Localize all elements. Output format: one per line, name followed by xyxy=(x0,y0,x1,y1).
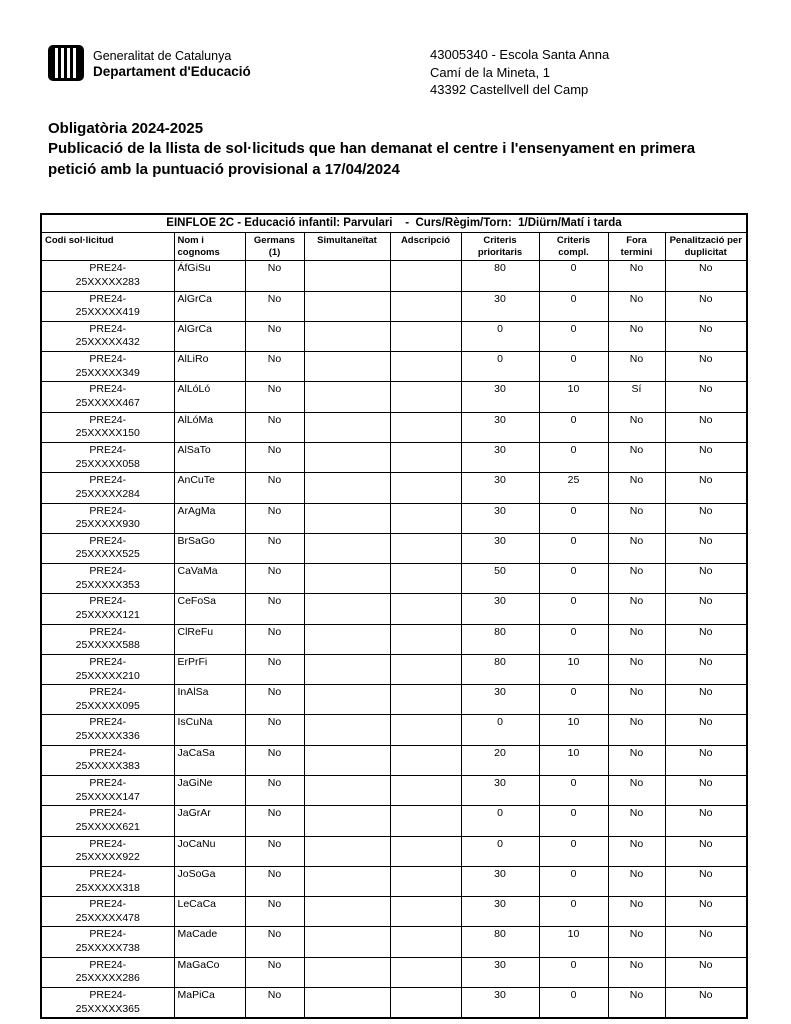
cell-codi-sollicitud: PRE24- 25XXXXX095 xyxy=(41,685,174,715)
cell-criteris-prioritaris: 30 xyxy=(461,957,539,987)
generalitat-brand xyxy=(48,45,746,81)
cell-fora-termini: No xyxy=(608,352,665,382)
cell-criteris-compl: 0 xyxy=(539,261,608,291)
cell-criteris-compl: 25 xyxy=(539,473,608,503)
cell-nom-i-cognoms: MaGaCo xyxy=(174,957,245,987)
cell-criteris-prioritaris: 0 xyxy=(461,836,539,866)
cell-simultaneitat xyxy=(304,564,390,594)
cell-fora-termini: No xyxy=(608,503,665,533)
group-header: EINFLOE 2C - Educació infantil: Parvulari - Curs/Règim/Torn: 1/Diürn/Matí i tarda xyxy=(41,214,747,233)
column-header: Germans (1) xyxy=(245,233,304,261)
cell-criteris-prioritaris: 30 xyxy=(461,594,539,624)
column-header: Nom i cognoms xyxy=(174,233,245,261)
cell-nom-i-cognoms: ClReFu xyxy=(174,624,245,654)
cell-codi-sollicitud: PRE24- 25XXXXX147 xyxy=(41,776,174,806)
table-row xyxy=(41,321,747,351)
cell-germans: No xyxy=(245,745,304,775)
cell-simultaneitat xyxy=(304,382,390,412)
table-row xyxy=(41,745,747,775)
cell-penalitzacio-duplicitat: No xyxy=(665,745,747,775)
table-row xyxy=(41,866,747,896)
cell-codi-sollicitud: PRE24- 25XXXXX286 xyxy=(41,957,174,987)
cell-adscripcio xyxy=(390,927,461,957)
cell-fora-termini: No xyxy=(608,291,665,321)
cell-codi-sollicitud: PRE24- 25XXXXX383 xyxy=(41,745,174,775)
cell-codi-sollicitud: PRE24- 25XXXXX922 xyxy=(41,836,174,866)
table-row xyxy=(41,291,747,321)
cell-penalitzacio-duplicitat: No xyxy=(665,594,747,624)
cell-criteris-prioritaris: 80 xyxy=(461,261,539,291)
column-header: Criteris compl. xyxy=(539,233,608,261)
cell-penalitzacio-duplicitat: No xyxy=(665,291,747,321)
cell-nom-i-cognoms: InAlSa xyxy=(174,685,245,715)
table-row xyxy=(41,654,747,684)
cell-criteris-compl: 0 xyxy=(539,594,608,624)
cell-codi-sollicitud: PRE24- 25XXXXX478 xyxy=(41,897,174,927)
cell-simultaneitat xyxy=(304,897,390,927)
cell-criteris-compl: 0 xyxy=(539,836,608,866)
cell-codi-sollicitud: PRE24- 25XXXXX283 xyxy=(41,261,174,291)
cell-germans: No xyxy=(245,503,304,533)
cell-simultaneitat xyxy=(304,654,390,684)
cell-fora-termini: No xyxy=(608,988,665,1019)
cell-adscripcio xyxy=(390,685,461,715)
cell-criteris-prioritaris: 80 xyxy=(461,927,539,957)
cell-adscripcio xyxy=(390,776,461,806)
cell-adscripcio xyxy=(390,988,461,1019)
cell-simultaneitat xyxy=(304,533,390,563)
cell-criteris-prioritaris: 0 xyxy=(461,321,539,351)
cell-nom-i-cognoms: BrSaGo xyxy=(174,533,245,563)
document-header xyxy=(48,45,746,98)
cell-adscripcio xyxy=(390,806,461,836)
cell-criteris-prioritaris: 30 xyxy=(461,866,539,896)
table-row xyxy=(41,715,747,745)
cell-simultaneitat xyxy=(304,685,390,715)
cell-nom-i-cognoms: AlSaTo xyxy=(174,442,245,472)
cell-fora-termini: No xyxy=(608,957,665,987)
cell-simultaneitat xyxy=(304,352,390,382)
cell-criteris-compl: 0 xyxy=(539,866,608,896)
cell-germans: No xyxy=(245,291,304,321)
cell-codi-sollicitud: PRE24- 25XXXXX365 xyxy=(41,988,174,1019)
cell-fora-termini: No xyxy=(608,473,665,503)
cell-germans: No xyxy=(245,806,304,836)
cell-fora-termini: No xyxy=(608,927,665,957)
cell-nom-i-cognoms: MaPiCa xyxy=(174,988,245,1019)
cell-fora-termini: No xyxy=(608,654,665,684)
cell-codi-sollicitud: PRE24- 25XXXXX336 xyxy=(41,715,174,745)
cell-criteris-prioritaris: 80 xyxy=(461,624,539,654)
cell-adscripcio xyxy=(390,866,461,896)
cell-fora-termini: No xyxy=(608,866,665,896)
group-header-row xyxy=(41,214,747,233)
table-row xyxy=(41,594,747,624)
school-address: Camí de la Mineta, 1 xyxy=(430,64,550,80)
cell-penalitzacio-duplicitat: No xyxy=(665,988,747,1019)
cell-nom-i-cognoms: ErPrFi xyxy=(174,654,245,684)
cell-criteris-compl: 0 xyxy=(539,564,608,594)
cell-adscripcio xyxy=(390,715,461,745)
cell-penalitzacio-duplicitat: No xyxy=(665,442,747,472)
cell-adscripcio xyxy=(390,897,461,927)
cell-penalitzacio-duplicitat: No xyxy=(665,776,747,806)
cell-adscripcio xyxy=(390,836,461,866)
cell-nom-i-cognoms: ÁfGiSu xyxy=(174,261,245,291)
cell-penalitzacio-duplicitat: No xyxy=(665,382,747,412)
cell-criteris-compl: 0 xyxy=(539,503,608,533)
cell-penalitzacio-duplicitat: No xyxy=(665,897,747,927)
cell-simultaneitat xyxy=(304,988,390,1019)
cell-germans: No xyxy=(245,715,304,745)
cell-penalitzacio-duplicitat: No xyxy=(665,836,747,866)
cell-fora-termini: No xyxy=(608,776,665,806)
cell-nom-i-cognoms: AlGrCa xyxy=(174,291,245,321)
cell-codi-sollicitud: PRE24- 25XXXXX121 xyxy=(41,594,174,624)
cell-adscripcio xyxy=(390,957,461,987)
cell-criteris-compl: 0 xyxy=(539,352,608,382)
cell-fora-termini: No xyxy=(608,594,665,624)
cell-simultaneitat xyxy=(304,473,390,503)
cell-simultaneitat xyxy=(304,745,390,775)
cell-fora-termini: No xyxy=(608,685,665,715)
cell-penalitzacio-duplicitat: No xyxy=(665,957,747,987)
cell-fora-termini: No xyxy=(608,624,665,654)
cell-criteris-compl: 0 xyxy=(539,776,608,806)
cell-codi-sollicitud: PRE24- 25XXXXX525 xyxy=(41,533,174,563)
cell-nom-i-cognoms: CeFoSa xyxy=(174,594,245,624)
cell-adscripcio xyxy=(390,564,461,594)
cell-simultaneitat xyxy=(304,776,390,806)
cell-nom-i-cognoms: JaCaSa xyxy=(174,745,245,775)
column-header: Adscripció xyxy=(390,233,461,261)
table-row xyxy=(41,836,747,866)
cell-simultaneitat xyxy=(304,594,390,624)
cell-simultaneitat xyxy=(304,866,390,896)
cell-nom-i-cognoms: AlGrCa xyxy=(174,321,245,351)
cell-germans: No xyxy=(245,473,304,503)
table-row xyxy=(41,442,747,472)
cell-nom-i-cognoms: AlLóMa xyxy=(174,412,245,442)
column-header-row xyxy=(41,233,747,261)
cell-adscripcio xyxy=(390,442,461,472)
cell-adscripcio xyxy=(390,473,461,503)
cell-penalitzacio-duplicitat: No xyxy=(665,473,747,503)
cell-nom-i-cognoms: LeCaCa xyxy=(174,897,245,927)
cell-simultaneitat xyxy=(304,412,390,442)
cell-germans: No xyxy=(245,624,304,654)
department-name: Departament d'Educació xyxy=(93,64,251,79)
school-city: 43392 Castellvell del Camp xyxy=(430,82,589,98)
cell-codi-sollicitud: PRE24- 25XXXXX738 xyxy=(41,927,174,957)
table-row xyxy=(41,564,747,594)
cell-penalitzacio-duplicitat: No xyxy=(665,564,747,594)
cell-criteris-compl: 0 xyxy=(539,321,608,351)
cell-criteris-prioritaris: 0 xyxy=(461,352,539,382)
cell-penalitzacio-duplicitat: No xyxy=(665,624,747,654)
title-line2: Publicació de la llista de sol·licituds que han demanat el centre i l'ensenyament en primera petició amb la puntuació provisional a 17/04/2024 xyxy=(48,140,696,178)
cell-criteris-compl: 0 xyxy=(539,442,608,472)
table-row xyxy=(41,776,747,806)
cell-adscripcio xyxy=(390,321,461,351)
cell-germans: No xyxy=(245,594,304,624)
cell-criteris-prioritaris: 30 xyxy=(461,382,539,412)
cell-germans: No xyxy=(245,685,304,715)
cell-germans: No xyxy=(245,412,304,442)
cell-criteris-prioritaris: 50 xyxy=(461,564,539,594)
table-row xyxy=(41,927,747,957)
cell-criteris-prioritaris: 30 xyxy=(461,776,539,806)
cell-criteris-compl: 10 xyxy=(539,382,608,412)
cell-criteris-compl: 10 xyxy=(539,927,608,957)
cell-simultaneitat xyxy=(304,715,390,745)
cell-codi-sollicitud: PRE24- 25XXXXX318 xyxy=(41,866,174,896)
cell-penalitzacio-duplicitat: No xyxy=(665,261,747,291)
cell-criteris-prioritaris: 30 xyxy=(461,291,539,321)
cell-fora-termini: Sí xyxy=(608,382,665,412)
cell-nom-i-cognoms: JoCaNu xyxy=(174,836,245,866)
cell-penalitzacio-duplicitat: No xyxy=(665,715,747,745)
cell-criteris-prioritaris: 80 xyxy=(461,654,539,684)
cell-fora-termini: No xyxy=(608,321,665,351)
cell-criteris-compl: 0 xyxy=(539,291,608,321)
cell-nom-i-cognoms: MaCade xyxy=(174,927,245,957)
cell-germans: No xyxy=(245,957,304,987)
cell-fora-termini: No xyxy=(608,806,665,836)
cell-adscripcio xyxy=(390,261,461,291)
cell-criteris-prioritaris: 30 xyxy=(461,442,539,472)
cell-codi-sollicitud: PRE24- 25XXXXX058 xyxy=(41,442,174,472)
cell-adscripcio xyxy=(390,352,461,382)
table-row xyxy=(41,533,747,563)
cell-fora-termini: No xyxy=(608,442,665,472)
cell-fora-termini: No xyxy=(608,261,665,291)
cell-penalitzacio-duplicitat: No xyxy=(665,685,747,715)
table-row xyxy=(41,897,747,927)
cell-germans: No xyxy=(245,776,304,806)
cell-penalitzacio-duplicitat: No xyxy=(665,352,747,382)
cell-adscripcio xyxy=(390,594,461,624)
cell-adscripcio xyxy=(390,291,461,321)
cell-germans: No xyxy=(245,988,304,1019)
org-text xyxy=(93,45,251,80)
cell-criteris-compl: 10 xyxy=(539,654,608,684)
cell-codi-sollicitud: PRE24- 25XXXXX621 xyxy=(41,806,174,836)
cell-simultaneitat xyxy=(304,957,390,987)
cell-codi-sollicitud: PRE24- 25XXXXX588 xyxy=(41,624,174,654)
cell-fora-termini: No xyxy=(608,715,665,745)
cell-adscripcio xyxy=(390,382,461,412)
org-name: Generalitat de Catalunya xyxy=(93,49,232,63)
cell-criteris-compl: 0 xyxy=(539,957,608,987)
cell-penalitzacio-duplicitat: No xyxy=(665,866,747,896)
cell-criteris-compl: 0 xyxy=(539,988,608,1019)
cell-criteris-compl: 0 xyxy=(539,897,608,927)
column-header: Criteris prioritaris xyxy=(461,233,539,261)
cell-simultaneitat xyxy=(304,261,390,291)
cell-nom-i-cognoms: CaVaMa xyxy=(174,564,245,594)
column-header: Fora termini xyxy=(608,233,665,261)
cell-fora-termini: No xyxy=(608,897,665,927)
column-header: Penalització per duplicitat xyxy=(665,233,747,261)
cell-criteris-prioritaris: 0 xyxy=(461,806,539,836)
applications-table xyxy=(40,213,748,1020)
cell-codi-sollicitud: PRE24- 25XXXXX150 xyxy=(41,412,174,442)
cell-germans: No xyxy=(245,352,304,382)
cell-criteris-compl: 0 xyxy=(539,533,608,563)
cell-penalitzacio-duplicitat: No xyxy=(665,412,747,442)
cell-simultaneitat xyxy=(304,806,390,836)
cell-simultaneitat xyxy=(304,836,390,866)
cell-codi-sollicitud: PRE24- 25XXXXX467 xyxy=(41,382,174,412)
cell-nom-i-cognoms: JoSoGa xyxy=(174,866,245,896)
cell-criteris-compl: 10 xyxy=(539,715,608,745)
cell-germans: No xyxy=(245,382,304,412)
cell-nom-i-cognoms: ArAgMa xyxy=(174,503,245,533)
cell-germans: No xyxy=(245,927,304,957)
cell-criteris-compl: 0 xyxy=(539,685,608,715)
cell-fora-termini: No xyxy=(608,412,665,442)
table-row xyxy=(41,503,747,533)
cell-adscripcio xyxy=(390,533,461,563)
school-info xyxy=(430,46,609,99)
cell-criteris-compl: 0 xyxy=(539,806,608,836)
generalitat-logo-icon xyxy=(48,45,84,81)
cell-criteris-compl: 0 xyxy=(539,624,608,654)
cell-germans: No xyxy=(245,564,304,594)
cell-codi-sollicitud: PRE24- 25XXXXX353 xyxy=(41,564,174,594)
table-row xyxy=(41,261,747,291)
cell-criteris-prioritaris: 30 xyxy=(461,503,539,533)
cell-germans: No xyxy=(245,442,304,472)
cell-criteris-prioritaris: 0 xyxy=(461,715,539,745)
table-body xyxy=(41,261,747,1019)
cell-penalitzacio-duplicitat: No xyxy=(665,533,747,563)
cell-adscripcio xyxy=(390,624,461,654)
cell-germans: No xyxy=(245,836,304,866)
cell-fora-termini: No xyxy=(608,836,665,866)
cell-nom-i-cognoms: AlLiRo xyxy=(174,352,245,382)
cell-fora-termini: No xyxy=(608,745,665,775)
cell-criteris-prioritaris: 30 xyxy=(461,533,539,563)
cell-penalitzacio-duplicitat: No xyxy=(665,927,747,957)
cell-criteris-prioritaris: 30 xyxy=(461,412,539,442)
table-row xyxy=(41,988,747,1019)
cell-criteris-compl: 10 xyxy=(539,745,608,775)
cell-fora-termini: No xyxy=(608,564,665,594)
title-line1: Obligatòria 2024-2025 xyxy=(48,120,204,137)
table-row xyxy=(41,473,747,503)
cell-fora-termini: No xyxy=(608,533,665,563)
cell-penalitzacio-duplicitat: No xyxy=(665,654,747,684)
cell-germans: No xyxy=(245,533,304,563)
cell-germans: No xyxy=(245,261,304,291)
cell-germans: No xyxy=(245,654,304,684)
table-row xyxy=(41,685,747,715)
column-header: Codi sol·licitud xyxy=(41,233,174,261)
cell-codi-sollicitud: PRE24- 25XXXXX930 xyxy=(41,503,174,533)
cell-nom-i-cognoms: IsCuNa xyxy=(174,715,245,745)
cell-simultaneitat xyxy=(304,291,390,321)
cell-nom-i-cognoms: JaGiNe xyxy=(174,776,245,806)
cell-penalitzacio-duplicitat: No xyxy=(665,321,747,351)
document-title xyxy=(48,119,746,180)
cell-adscripcio xyxy=(390,745,461,775)
table-row xyxy=(41,957,747,987)
table-row xyxy=(41,412,747,442)
table-row xyxy=(41,806,747,836)
cell-criteris-prioritaris: 20 xyxy=(461,745,539,775)
cell-penalitzacio-duplicitat: No xyxy=(665,806,747,836)
cell-nom-i-cognoms: JaGrAr xyxy=(174,806,245,836)
cell-codi-sollicitud: PRE24- 25XXXXX419 xyxy=(41,291,174,321)
school-code-name: 43005340 - Escola Santa Anna xyxy=(430,47,610,62)
cell-codi-sollicitud: PRE24- 25XXXXX349 xyxy=(41,352,174,382)
cell-nom-i-cognoms: AnCuTe xyxy=(174,473,245,503)
cell-nom-i-cognoms: AlLóLó xyxy=(174,382,245,412)
cell-criteris-prioritaris: 30 xyxy=(461,988,539,1019)
cell-simultaneitat xyxy=(304,624,390,654)
cell-germans: No xyxy=(245,321,304,351)
cell-codi-sollicitud: PRE24- 25XXXXX284 xyxy=(41,473,174,503)
cell-simultaneitat xyxy=(304,321,390,351)
cell-criteris-prioritaris: 30 xyxy=(461,897,539,927)
cell-criteris-prioritaris: 30 xyxy=(461,685,539,715)
cell-penalitzacio-duplicitat: No xyxy=(665,503,747,533)
cell-germans: No xyxy=(245,897,304,927)
table-row xyxy=(41,624,747,654)
cell-codi-sollicitud: PRE24- 25XXXXX210 xyxy=(41,654,174,684)
cell-germans: No xyxy=(245,866,304,896)
cell-criteris-prioritaris: 30 xyxy=(461,473,539,503)
cell-adscripcio xyxy=(390,412,461,442)
cell-criteris-compl: 0 xyxy=(539,412,608,442)
cell-simultaneitat xyxy=(304,503,390,533)
column-header: Simultaneïtat xyxy=(304,233,390,261)
table-row xyxy=(41,382,747,412)
cell-codi-sollicitud: PRE24- 25XXXXX432 xyxy=(41,321,174,351)
cell-adscripcio xyxy=(390,503,461,533)
cell-simultaneitat xyxy=(304,927,390,957)
cell-simultaneitat xyxy=(304,442,390,472)
cell-adscripcio xyxy=(390,654,461,684)
table-row xyxy=(41,352,747,382)
